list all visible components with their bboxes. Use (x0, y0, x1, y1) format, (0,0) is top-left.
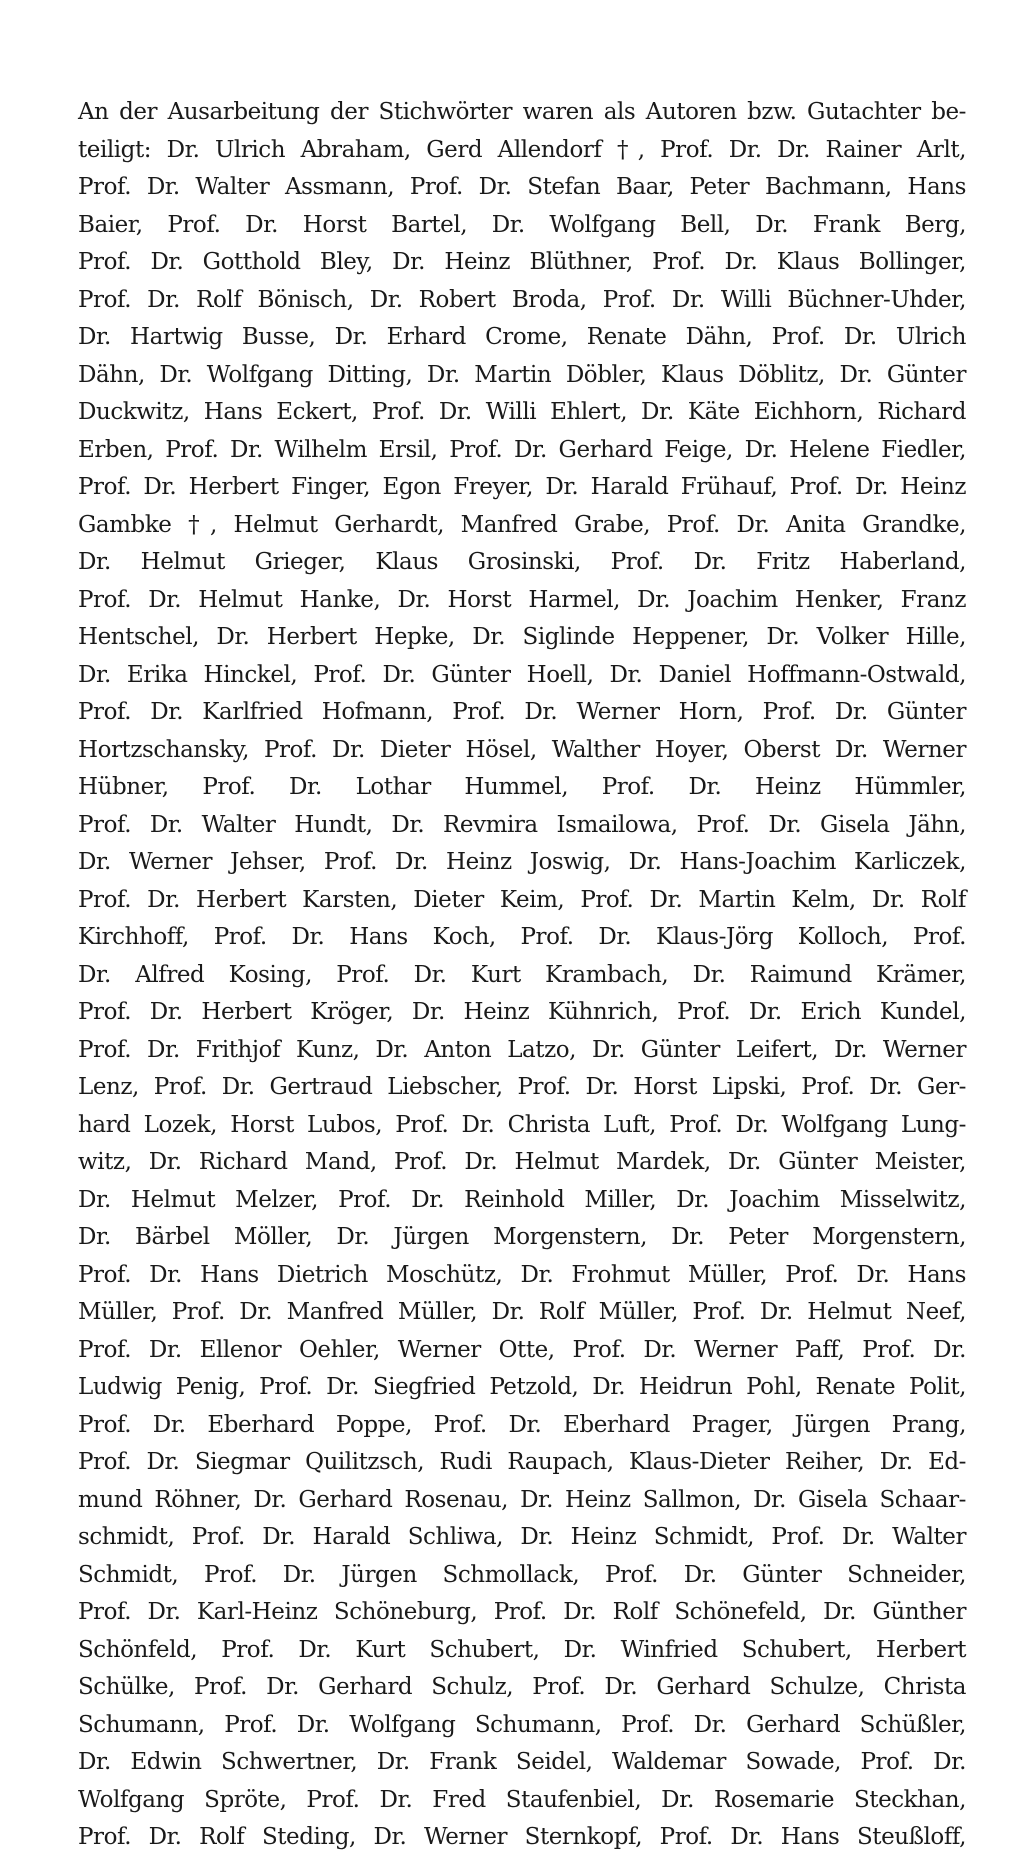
text-line: Prof. Dr. Walter Assmann, Prof. Dr. Stefan Baar, Peter Bachmann, Hans (78, 174, 966, 200)
text-line: hard Lozek, Horst Lubos, Prof. Dr. Christa Luft, Prof. Dr. Wolfgang Lung- (78, 1111, 966, 1138)
text-line: Dr. Bärbel Möller, Dr. Jürgen Morgenstern, Dr. Peter Morgenstern, (78, 1224, 966, 1250)
text-line: Schmidt, Prof. Dr. Jürgen Schmollack, Prof. Dr. Günter Schneider, (78, 1561, 966, 1588)
text-line: Baier, Prof. Dr. Horst Bartel, Dr. Wolfgang Bell, Dr. Frank Berg, (78, 211, 966, 238)
text-line: mund Röhner, Dr. Gerhard Rosenau, Dr. Heinz Sallmon, Dr. Gisela Schaar- (78, 1486, 966, 1513)
text-line: Lenz, Prof. Dr. Gertraud Liebscher, Prof. Dr. Horst Lipski, Prof. Dr. Ger- (78, 1074, 966, 1100)
text-line: An der Ausarbeitung der Stichwörter waren als Autoren bzw. Gutachter be- (78, 99, 966, 125)
text-line: Schülke, Prof. Dr. Gerhard Schulz, Prof. Dr. Gerhard Schulze, Christa (78, 1674, 966, 1700)
text-line: Prof. Dr. Gotthold Bley, Dr. Heinz Blüthner, Prof. Dr. Klaus Bollinger, (78, 249, 966, 275)
text-line: Dr. Helmut Grieger, Klaus Grosinski, Prof. Dr. Fritz Haberland, (78, 549, 966, 575)
text-line: Prof. Dr. Walter Hundt, Dr. Revmira Ismailowa, Prof. Dr. Gisela Jähn, (78, 811, 966, 838)
text-line: Prof. Dr. Helmut Hanke, Dr. Horst Harmel, Dr. Joachim Henker, Franz (78, 586, 966, 613)
text-line: Prof. Dr. Hans Dietrich Moschütz, Dr. Frohmut Müller, Prof. Dr. Hans (78, 1261, 966, 1288)
text-line: Prof. Dr. Rolf Bönisch, Dr. Robert Broda, Prof. Dr. Willi Büchner-Uhder, (78, 286, 966, 313)
text-line: witz, Dr. Richard Mand, Prof. Dr. Helmut Mardek, Dr. Günter Meister, (78, 1149, 966, 1175)
text-line: Dr. Erika Hinckel, Prof. Dr. Günter Hoell, Dr. Daniel Hoffmann-Ostwald, (78, 661, 966, 688)
text-line: Müller, Prof. Dr. Manfred Müller, Dr. Rolf Müller, Prof. Dr. Helmut Neef, (78, 1299, 966, 1325)
text-line: Prof. Dr. Herbert Finger, Egon Freyer, Dr. Harald Frühauf, Prof. Dr. Heinz (78, 474, 966, 500)
text-line: teiligt: Dr. Ulrich Abraham, Gerd Allendorf †, Prof. Dr. Dr. Rainer Arlt, (78, 136, 966, 163)
text-line: Prof. Dr. Karlfried Hofmann, Prof. Dr. Werner Horn, Prof. Dr. Günter (78, 699, 966, 725)
text-line: schmidt, Prof. Dr. Harald Schliwa, Dr. Heinz Schmidt, Prof. Dr. Walter (78, 1524, 966, 1550)
text-line: Prof. Dr. Herbert Kröger, Dr. Heinz Kühnrich, Prof. Dr. Erich Kundel, (78, 999, 966, 1025)
text-line: Kirchhoff, Prof. Dr. Hans Koch, Prof. Dr. Klaus-Jörg Kolloch, Prof. (78, 924, 966, 950)
text-line: Dr. Alfred Kosing, Prof. Dr. Kurt Krambach, Dr. Raimund Krämer, (78, 961, 966, 988)
text-line: Prof. Dr. Karl-Heinz Schöneburg, Prof. Dr. Rolf Schönefeld, Dr. Günther (78, 1599, 966, 1625)
text-line: Duckwitz, Hans Eckert, Prof. Dr. Willi Ehlert, Dr. Käte Eichhorn, Richard (78, 399, 966, 425)
text-line: Dr. Werner Jehser, Prof. Dr. Heinz Joswig, Dr. Hans-Joachim Karliczek, (78, 849, 966, 875)
text-line: Ludwig Penig, Prof. Dr. Siegfried Petzold, Dr. Heidrun Pohl, Renate Polit, (78, 1374, 966, 1400)
text-line: Dähn, Dr. Wolfgang Ditting, Dr. Martin Döbler, Klaus Döblitz, Dr. Günter (78, 361, 966, 388)
text-line: Dr. Edwin Schwertner, Dr. Frank Seidel, Waldemar Sowade, Prof. Dr. (78, 1749, 966, 1775)
text-line: Prof. Dr. Frithjof Kunz, Dr. Anton Latzo, Dr. Günter Leifert, Dr. Werner (78, 1036, 966, 1063)
text-line: Gambke †, Helmut Gerhardt, Manfred Grabe, Prof. Dr. Anita Grandke, (78, 511, 966, 538)
text-line: Prof. Dr. Siegmar Quilitzsch, Rudi Raupach, Klaus-Dieter Reiher, Dr. Ed- (78, 1449, 966, 1475)
text-line: Schumann, Prof. Dr. Wolfgang Schumann, Prof. Dr. Gerhard Schüßler, (78, 1711, 966, 1738)
text-line: Erben, Prof. Dr. Wilhelm Ersil, Prof. Dr. Gerhard Feige, Dr. Helene Fiedler, (78, 436, 966, 463)
text-line: Prof. Dr. Eberhard Poppe, Prof. Dr. Eberhard Prager, Jürgen Prang, (78, 1411, 966, 1438)
text-line: Hentschel, Dr. Herbert Hepke, Dr. Siglinde Heppener, Dr. Volker Hille, (78, 624, 966, 650)
text-line: Wolfgang Spröte, Prof. Dr. Fred Staufenbiel, Dr. Rosemarie Steckhan, (78, 1786, 966, 1813)
text-line: Hübner, Prof. Dr. Lothar Hummel, Prof. Dr. Heinz Hümmler, (78, 774, 966, 800)
author-list-paragraph (78, 94, 966, 1857)
text-line: Schönfeld, Prof. Dr. Kurt Schubert, Dr. Winfried Schubert, Herbert (78, 1636, 966, 1663)
text-line: Dr. Helmut Melzer, Prof. Dr. Reinhold Miller, Dr. Joachim Misselwitz, (78, 1186, 966, 1213)
text-line: Prof. Dr. Rolf Steding, Dr. Werner Sternkopf, Prof. Dr. Hans Steußloff, (78, 1824, 966, 1850)
text-line: Dr. Hartwig Busse, Dr. Erhard Crome, Renate Dähn, Prof. Dr. Ulrich (78, 324, 966, 350)
text-line: Hortzschansky, Prof. Dr. Dieter Hösel, Walther Hoyer, Oberst Dr. Werner (78, 736, 966, 763)
text-line: Prof. Dr. Herbert Karsten, Dieter Keim, Prof. Dr. Martin Kelm, Dr. Rolf (78, 886, 966, 913)
text-line: Prof. Dr. Ellenor Oehler, Werner Otte, Prof. Dr. Werner Paff, Prof. Dr. (78, 1336, 966, 1363)
